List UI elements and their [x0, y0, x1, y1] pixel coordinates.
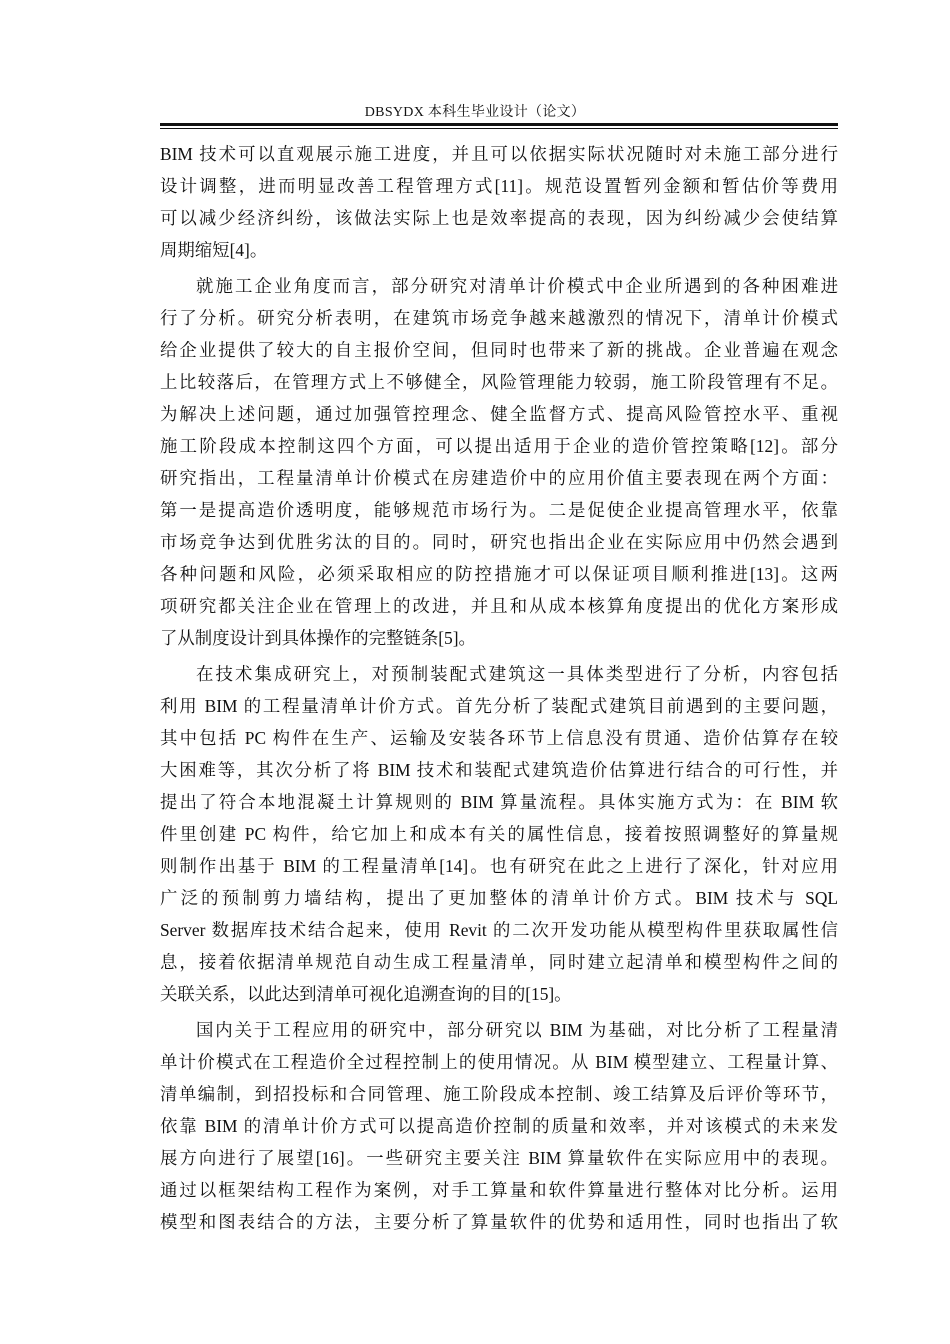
text-line: 了从制度设计到具体操作的完整链条[5]。 [160, 628, 476, 648]
text-line: 通过以框架结构工程作为案例，对手工算量和软件算量进行整体对比分析。运用 [160, 1180, 838, 1200]
text-line: 提出了符合本地混凝土计算规则的 BIM 算量流程。具体实施方式为：在 BIM 软 [160, 792, 838, 812]
paragraph [160, 658, 838, 1010]
text-line: 模型和图表结合的方法，主要分析了算量软件的优势和适用性，同时也指出了软 [160, 1212, 838, 1232]
header-rule [160, 123, 838, 126]
paragraph [160, 138, 838, 266]
text-line: 就施工企业角度而言，部分研究对清单计价模式中企业所遇到的各种困难进 [196, 276, 838, 296]
text-line: Server 数据库技术结合起来，使用 Revit 的二次开发功能从模型构件里获取属性信 [160, 920, 838, 940]
text-line: 上比较落后，在管理方式上不够健全，风险管理能力较弱，施工阶段管理有不足。 [160, 372, 838, 392]
text-line: 为解决上述问题，通过加强管控理念、健全监督方式、提高风险管控水平、重视 [160, 404, 838, 424]
text-line: 行了分析。研究分析表明，在建筑市场竞争越来越激烈的情况下，清单计价模式 [160, 308, 838, 328]
text-line: 周期缩短[4]。 [160, 240, 268, 260]
text-line: 其中包括 PC 构件在生产、运输及安装各环节上信息没有贯通、造价估算存在较 [160, 728, 838, 748]
text-line: 设计调整，进而明显改善工程管理方式[11]。规范设置暂列金额和暂估价等费用 [160, 176, 838, 196]
paragraph [160, 1014, 838, 1238]
text-line: 件里创建 PC 构件，给它加上和成本有关的属性信息，接着按照调整好的算量规 [160, 824, 838, 844]
text-line: 清单编制，到招投标和合同管理、施工阶段成本控制、竣工结算及后评价等环节， [160, 1084, 838, 1104]
text-line: 利用 BIM 的工程量清单计价方式。首先分析了装配式建筑目前遇到的主要问题， [160, 696, 838, 716]
text-line: 息，接着依据清单规范自动生成工程量清单，同时建立起清单和模型构件之间的 [160, 952, 838, 972]
text-line: 国内关于工程应用的研究中，部分研究以 BIM 为基础，对比分析了工程量清 [196, 1020, 838, 1040]
text-line: 市场竞争达到优胜劣汰的目的。同时，研究也指出企业在实际应用中仍然会遇到 [160, 532, 838, 552]
header-rule-thin [160, 128, 838, 129]
text-line: 单计价模式在工程造价全过程控制上的使用情况。从 BIM 模型建立、工程量计算、 [160, 1052, 838, 1072]
text-line: 则制作出基于 BIM 的工程量清单[14]。也有研究在此之上进行了深化，针对应用 [160, 856, 838, 876]
text-line: BIM 技术可以直观展示施工进度，并且可以依据实际状况随时对未施工部分进行 [160, 144, 838, 164]
paragraph [160, 270, 838, 654]
text-line: 依靠 BIM 的清单计价方式可以提高造价控制的质量和效率，并对该模式的未来发 [160, 1116, 838, 1136]
text-line: 项研究都关注企业在管理上的改进，并且和从成本核算角度提出的优化方案形成 [160, 596, 838, 616]
text-line: 可以减少经济纠纷，该做法实际上也是效率提高的表现，因为纠纷减少会使结算 [160, 208, 838, 228]
text-line: 广泛的预制剪力墙结构，提出了更加整体的清单计价方式。BIM 技术与 SQL [160, 888, 838, 908]
text-line: 关联关系，以此达到清单可视化追溯查询的目的[15]。 [160, 984, 572, 1004]
text-line: 在技术集成研究上，对预制装配式建筑这一具体类型进行了分析，内容包括 [196, 664, 838, 684]
page-header: DBSYDX 本科生毕业设计（论文） [364, 105, 586, 120]
text-line: 展方向进行了展望[16]。一些研究主要关注 BIM 算量软件在实际应用中的表现。 [160, 1148, 838, 1168]
text-line: 研究指出，工程量清单计价模式在房建造价中的应用价值主要表现在两个方面： [160, 468, 838, 488]
text-line: 大困难等，其次分析了将 BIM 技术和装配式建筑造价估算进行结合的可行性，并 [160, 760, 838, 780]
body-text [160, 138, 838, 1238]
text-line: 施工阶段成本控制这四个方面，可以提出适用于企业的造价管控策略[12]。部分 [160, 436, 838, 456]
text-line: 第一是提高造价透明度，能够规范市场行为。二是促使企业提高管理水平，依靠 [160, 500, 838, 520]
text-line: 给企业提供了较大的自主报价空间，但同时也带来了新的挑战。企业普遍在观念 [160, 340, 838, 360]
text-line: 各种问题和风险，必须采取相应的防控措施才可以保证项目顺利推进[13]。这两 [160, 564, 838, 584]
